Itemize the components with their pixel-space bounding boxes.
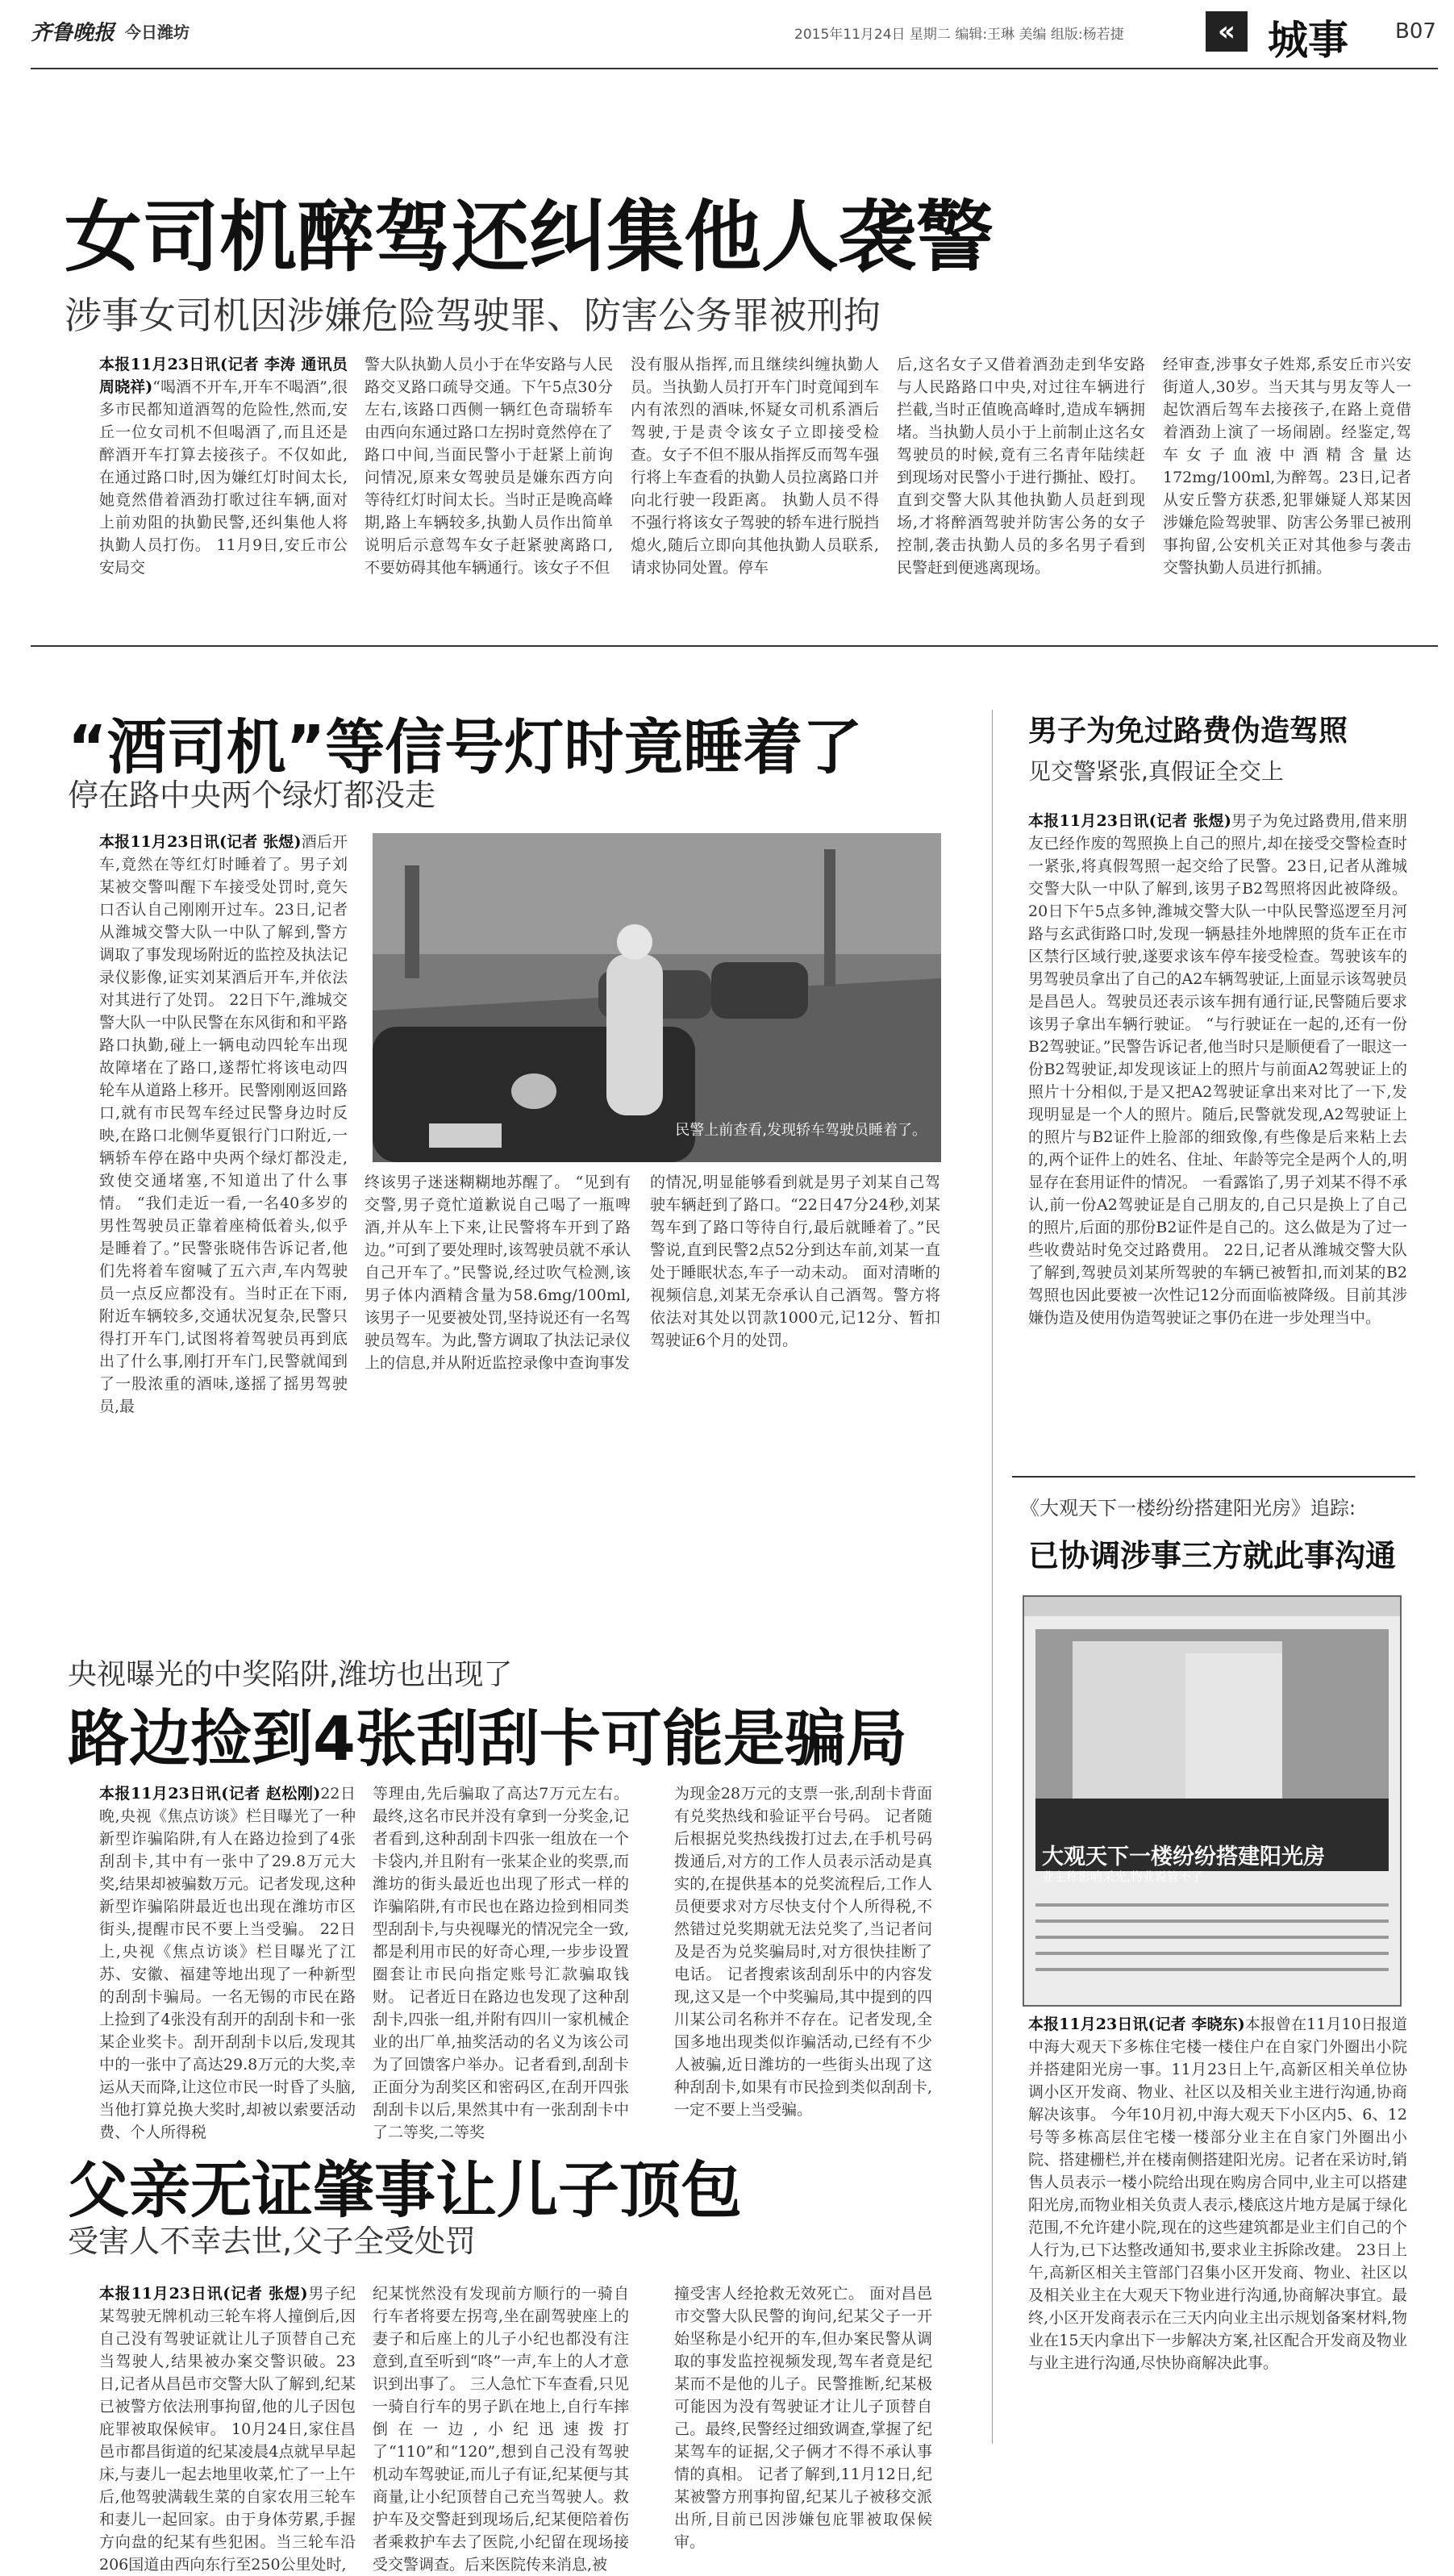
section-name: 城事 xyxy=(1268,17,1348,64)
sidebar2-col xyxy=(1028,2013,1407,2456)
sidebar1-byline: 本报11月23日讯(记者 张煜) xyxy=(1028,812,1231,830)
article1-text-5: 经审查,涉事女子姓郑,系安丘市兴安街道人,30岁。当天其与男友等人一起饮酒后驾车去接孩子,在路上竟借着酒劲上演了一场闹剧。经鉴定,驾车女子血液中酒精含量达172mg/100ml,为醉驾。23日,记者从安丘警方获悉,犯罪嫌疑人郑某因涉嫌危险驾驶罪、防害公务罪已被刑事拘留,公安机关正对其他参与袭击交警执勤人员进行抓捕。 xyxy=(1163,356,1411,577)
article1-text-3: 没有服从指挥,而且继续纠缠执勤人员。当执勤人员打开车门时竟闻到车内有浓烈的酒味,怀疑女司机系酒后驾驶,于是责令该女子立即接受检查。女子不但不服从指挥反而驾车强行将上车查看的执勤人员拉离路口并向北行驶一段距离。 执勤人员不得不强行将该女子驾驶的轿车进行脱挡熄火,随后立即向其他执勤人员联系,请求协同处置。停车 xyxy=(631,356,879,577)
sidebar2-kicker: 《大观天下一楼纷纷搭建阳光房》追踪: xyxy=(1020,1497,1356,1519)
article1-text-1: “喝酒不开车,开车不喝酒”,很多市民都知道酒驾的危险性,然而,安丘一位女司机不但喝酒了,而且还是醉酒开车打算去接孩子。不仅如此,在通过路口时,因为嫌红灯时间太长,她竟然借着酒劲打歌过往车辆,面对上前劝阻的执勤民警,还纠集他人将执勤人员打伤。 11月9日,安丘市公安局交 xyxy=(99,378,348,577)
article2-text-1: 酒后开车,竟然在等红灯时睡着了。男子刘某被交警叫醒下车接受处罚时,竟矢口否认自己刚刚开过车。23日,记者从潍城交警大队一中队了解到,警方调取了事发现场附近的监控及执法记录仪影像,证实刘某酒后开车,并依法对其进行了处罚。 22日下午,潍城交警大队一中队民警在东风街和和平路路口执勤,碰上一辆电动四轮车出现故障堵在了路口,遂帮忙将该电动四轮车从道路上移开。民警刚刚返回路口,就有市民驾车经过民警身边时反映,在路口北侧华夏银行门口附近,一辆轿车停在路中央两个绿灯都没走,致使交通堵塞,不知道出了什么事情。 “我们走近一看,一名40多岁的男性驾驶员正靠着座椅低着头,似乎是睡着了。”民警张晓伟告诉记者,他们先将着车窗喊了五六声,车内驾驶员一点反应都没有。当时正在下雨,附近车辆较多,交通状况复杂,民警只得打开车门,试图将着驾驶员再到底出了什么事,刚打开车门,民警就闻到了一股浓重的酒味,遂摇了摇男驾驶员,最 xyxy=(99,833,348,1415)
paper-name: 齐鲁晚报 xyxy=(31,21,115,45)
article1-text-4: 后,这名女子又借着酒劲走到华安路与人民路路口中央,对过往车辆进行拦截,当时正值晚高峰时,造成车辆拥堵。当执勤人员小于上前制止这名女驾驶员的时候,竟有三名青年陆续赶到现场对民警小于进行撕扯、殴打。直到交警大队其他执勤人员赶到现场,才将醉酒驾驶并防害公务的女子控制,袭击执勤人员的多名男子看到民警赶到便逃离现场。 xyxy=(897,356,1145,577)
article3-text-2: 等理由,先后骗取了高达7万元左右。 最终,这名市民并没有拿到一分奖金,记者看到,这种刮刮卡四张一组放在一个卡袋内,并且附有一张某企业的奖票,而潍坊的街头最近也出现了形式一样的诈骗陷阱,有市民也在路边捡到相同类型刮刮卡,与央视曝光的情况完全一致,都是利用市民的好奇心理,一步步设置圈套让市民向指定账号汇款骗取钱财。 记者近日在路边也发现了这种刮刮卡,四张一组,并附有四川一家机械企业的出厂单,抽奖活动的名义为该公司为了回馈客户举办。记者看到,刮刮卡正面分为刮奖区和密码区,在刮开四张刮刮卡以后,果然其中有一张刮刮卡中了二等奖,二等奖 xyxy=(373,1785,629,2141)
article4-col-1 xyxy=(99,2282,356,2574)
article4-col-3 xyxy=(674,2282,932,2551)
article1-subheadline: 涉事女司机因涉嫌危险驾驶罪、防害公务罪被刑拘 xyxy=(65,294,881,337)
page-number: B07 xyxy=(1395,19,1436,44)
sidebar1-headline: 男子为免过路费伪造驾照 xyxy=(1028,715,1348,748)
article2-col-3 xyxy=(650,1171,940,1626)
article3-kicker: 央视曝光的中奖陷阱,潍坊也出现了 xyxy=(68,1658,513,1691)
sidebar1-subheadline: 见交警紧张,真假证全交上 xyxy=(1028,758,1284,785)
article2-col-2 xyxy=(365,1171,631,1626)
article1-col-1 xyxy=(99,353,348,589)
article2-byline: 本报11月23日讯(记者 张煜) xyxy=(99,833,302,851)
article3-col-3 xyxy=(674,1782,932,2121)
article1-bottom-rule xyxy=(31,645,1438,647)
article3-headline: 路边捡到4张刮刮卡可能是骗局 xyxy=(68,1703,907,1774)
article1-text-2: 警大队执勤人员小于在华安路与人民路交叉路口疏导交通。下午5点30分左右,该路口西侧一辆红色奇瑞轿车由西向东通过路口左拐时竟然停在了路口中间,当面民警小于赶紧上前询问情况,原来女驾驶员是嫌东西方向等待红灯时间太长。当时正是晚高峰期,路上车辆较多,执勤人员作出简单说明后示意驾车女子赶紧驶离路口,不要妨碍其他车辆通行。该女子不但 xyxy=(365,356,613,577)
sidebar2-headline: 已协调涉事三方就此事沟通 xyxy=(1028,1538,1397,1574)
article3-text-1: 22日晚,央视《焦点访谈》栏目曝光了一种新型诈骗陷阱,有人在路边捡到了4张刮刮卡,其中有一张中了29.8万元大奖,结果却被骗数万元。记者发现,这种新型诈骗陷阱最近也出现在潍坊市区街头,提醒市民不要上当受骗。 22日上,央视《焦点访谈》栏目曝光了江苏、安徽、福建等地出现了一种新型的刮刮卡骗局。一名无锡的市民在路上捡到了4张没有刮开的刮刮卡和一张某企业奖卡。刮开刮刮卡以后,发现其中的一张中了高达29.8万元的大奖,幸运从天而降,让这位市民一时昏了头脑,当他打算兑换大奖时,却被以索要活动费、个人所得税 xyxy=(99,1785,356,2141)
sidebar1-col xyxy=(1028,810,1407,1511)
article1-col-4 xyxy=(897,353,1145,589)
sidebar2-top-rule xyxy=(1012,1476,1415,1478)
article2-photo-caption: 民警上前查看,发现轿车驾驶员睡着了。 xyxy=(675,1122,927,1139)
article3-byline: 本报11月23日讯(记者 赵松刚) xyxy=(99,1785,321,1803)
article2-headline: “酒司机”等信号灯时竟睡着了 xyxy=(68,713,863,782)
sidebar2-clipping-title: 大观天下一楼纷纷搭建阳光房 xyxy=(1042,1844,1325,1869)
building-photo xyxy=(1024,1597,1400,2005)
article1-col-5 xyxy=(1163,353,1411,589)
sidebar2-text: 本报曾在11月10日报道中海大观天下多栋住宅楼一楼住户在自家门外圈出小院并搭建阳光房一事。11月23日上午,高新区相关单位协调小区开发商、物业、社区以及相关业主进行沟通,协商解决该事。 今年10月初,中海大观天下小区内5、6、12号等多栋高层住宅楼一楼部分业主在自家门外圈出小院、搭建栅栏,并在楼南侧搭建阳光房。记者在采访时,销售人员表示一楼小院给出现在购房合同中,业主可以搭建阳光房,而物业相关负责人表示,楼底这片地方是属于绿化范围,不允许建小院,现在的这些建筑都是业主们自己的个人行为,已下达整改通知书,要求业主拆除改建。 23日上午,高新区相关主管部门召集小区开发商、物业、社区以及相关业主在大观天下物业进行沟通,协商解决事宜。最终,小区开发商表示在三天内向业主出示规划备案材料,物业在15天内拿出下一步解决方案,社区配合开发商及物业与业主进行沟通,尽快协商解决此事。 xyxy=(1028,2015,1407,2372)
traffic-scene-photo xyxy=(373,833,941,1162)
article2-text-3: 的情况,明显能够看到就是男子刘某自己驾驶车辆赶到了路口。“22日47分24秒,刘某驾车到了路口等待自行,最后就睡着了。”民警说,直到民警2点52分到达车前,刘某一直处于睡眠状态,车子一动未动。 面对清晰的视频信息,刘某无奈承认自己酒驾。警方将依法对其处以罚款1000元,记12分、暂扣驾驶证6个月的处罚。 xyxy=(650,1173,940,1349)
masthead-rule xyxy=(31,68,1438,69)
article4-headline: 父亲无证肇事让儿子顶包 xyxy=(68,2154,742,2226)
sidebar1-text: 男子为免过路费用,借来朋友已经作废的驾照换上自己的照片,却在接受交警检查时一紧张,将真假驾照一起交给了民警。23日,记者从潍城交警大队一中队了解到,该男子B2驾照将因此被降级。 20日下午5点多钟,潍城交警大队一中队民警巡逻至月河路与玄武街路口时,发现一辆悬挂外地牌照的货车正在市区禁行区域行驶,遂要求该车停车接受检查。驾驶该车的男驾驶员拿出了自己的A2车辆驾驶证,上面显示该驾驶员是昌邑人。驾驶员还表示该车拥有通行证,民警随后要求该男子拿出车辆行驶证。 “与行驶证在一起的,还有一份B2驾驶证。”民警告诉记者,他当时只是顺便看了一眼这一份B2驾驶证,却发现该证上的照片与前面A2驾驶证上的照片十分相似,于是又把A2驾驶证拿出来对比了一下,发现明显是一个人的照片。随后,民警就发现,A2驾驶证上的照片与B2证件上脸部的细致像,有些像是后来粘上去的,两个证件上的姓名、住址、年龄等完全是两个人的,明显存在套用证件的情况。 一看露馅了,男子刘某不得不承认,前一份A2驾驶证是自己朋友的,自己只是换上了自己的照片,后面的那份B2证件是自己的。这么做是为了过一些收费站时免交过路费用。 22日,记者从潍城交警大队了解到,驾驶员刘某所驾驶的车辆已被暂扣,而刘某的B2驾照也因此要被一次性记12分而面临被降级。目前其涉嫌伪造及使用伪造驾驶证之事仍在进一步处理当中。 xyxy=(1028,812,1407,1327)
article2-text-2: 终该男子迷迷糊糊地苏醒了。 “见到有交警,男子竟忙道歉说自己喝了一瓶啤酒,并从车上下来,让民警将车开到了路边。”可到了要处理时,该驾驶员就不承认自己开车了。”民警说,经过吹气检测,该男子体内酒精含量为58.6mg/100ml,该男子一见要被处罚,坚持说还有一名驾驶员驾车。为此,警方调取了执法记录仪上的信息,并从附近监控录像中查询事发 xyxy=(365,1173,631,1372)
article3-col-2 xyxy=(373,1782,629,2141)
article4-text-1: 男子纪某驾驶无牌机动三轮车将人撞倒后,因自己没有驾驶证就让儿子顶替自己充当驾驶人,结果被办案交警识破。23日,记者从昌邑市交警大队了解到,纪某已被警方依法刑事拘留,他的儿子因包庇罪被取保候审。 10月24日,家住昌邑市都昌街道的纪某凌晨4点就早早起床,与妻儿一起去地里收菜,忙了一上午后,他驾驶满载生菜的自家农用三轮车和妻儿一起回家。由于身体劳累,手握方向盘的纪某有些犯困。当三轮车沿206国道由西向东行至250公里处时, xyxy=(99,2285,356,2574)
article4-col-2 xyxy=(373,2282,629,2574)
article4-subheadline: 受害人不幸去世,父子全受处罚 xyxy=(68,2224,477,2259)
sidebar2-clipping xyxy=(1023,1595,1402,2007)
header-info: 2015年11月24日 星期二 编辑:王琳 美编 组版:杨若捷 xyxy=(794,27,1124,43)
article3-text-3: 为现金28万元的支票一张,刮刮卡背面有兑奖热线和验证平台号码。 记者随后根据兑奖热线拨打过去,在手机号码拨通后,对方的工作人员表示活动是真实的,在提供基本的兑奖流程后,工作人员便要求对方尽快支付个人所得税,不然错过兑奖期就无法兑奖了,当记者问及是否为兑奖骗局时,对方很快挂断了电话。 记者搜索该刮刮乐中的内容发现,这又是一个中奖骗局,其中提到的四川某公司名称并不存在。记者发现,全国多地出现类似诈骗活动,已经有不少人被骗,近日潍坊的一些街头出现了这种刮刮卡,如果有市民捡到类似刮刮卡,一定不要上当受骗。 xyxy=(674,1785,932,2119)
article1-headline: 女司机醉驾还纠集他人袭警 xyxy=(65,192,994,282)
article2-subheadline: 停在路中央两个绿灯都没走 xyxy=(68,777,436,813)
article3-col-1 xyxy=(99,1782,356,2141)
sidebar2-clipping-sub: 业主称影响采光,物业说管不了 xyxy=(1042,1869,1203,1884)
section-label: 今日潍坊 xyxy=(125,23,190,42)
article1-col-2 xyxy=(365,353,613,589)
article2-photo xyxy=(373,833,941,1162)
article2-col-1 xyxy=(99,831,348,1626)
article1-col-3 xyxy=(631,353,879,589)
article4-byline: 本报11月23日讯(记者 张煜) xyxy=(99,2285,308,2303)
section-tab-icon: « xyxy=(1206,11,1248,52)
article4-text-3: 撞受害人经抢救无效死亡。 面对昌邑市交警大队民警的询问,纪某父子一开始坚称是小纪开的车,但办案民警从调取的事发监控视频发现,驾车者竟是纪某而不是他的儿子。民警推断,纪某极可能因为没有驾驶证才让儿子顶替自己。最终,民警经过细致调查,掌握了纪某驾车的证据,父子俩才不得不承认事情的真相。 记者了解到,11月12日,纪某被警方刑事拘留,纪某儿子被移交派出所,目前已因涉嫌包庇罪被取保候审。 xyxy=(674,2285,932,2551)
sidebar-divider xyxy=(992,710,993,2444)
article1-byline: 本报11月23日讯(记者 李涛 通讯员 周晓祥) xyxy=(99,356,348,396)
article4-text-2: 纪某恍然没有发现前方顺行的一骑自行车者将要左拐弯,坐在副驾驶座上的妻子和后座上的儿子小纪也都没有注意到,直至听到“咚”一声,车上的人才意识到出事了。 三人急忙下车查看,只见一骑自行车的男子趴在地上,自行车摔倒在一边,小纪迅速拨打了“110”和“120”,想到自己没有驾驶机动车驾驶证,而儿子有证,纪某便与其商量,让小纪顶替自己充当驾驶人。救护车及交警赶到现场后,纪某便陪着伤者乘救护车去了医院,小纪留在现场接受交警调查。后来医院传来消息,被 xyxy=(373,2285,629,2574)
sidebar2-byline: 本报11月23日讯(记者 李晓东) xyxy=(1028,2015,1245,2033)
